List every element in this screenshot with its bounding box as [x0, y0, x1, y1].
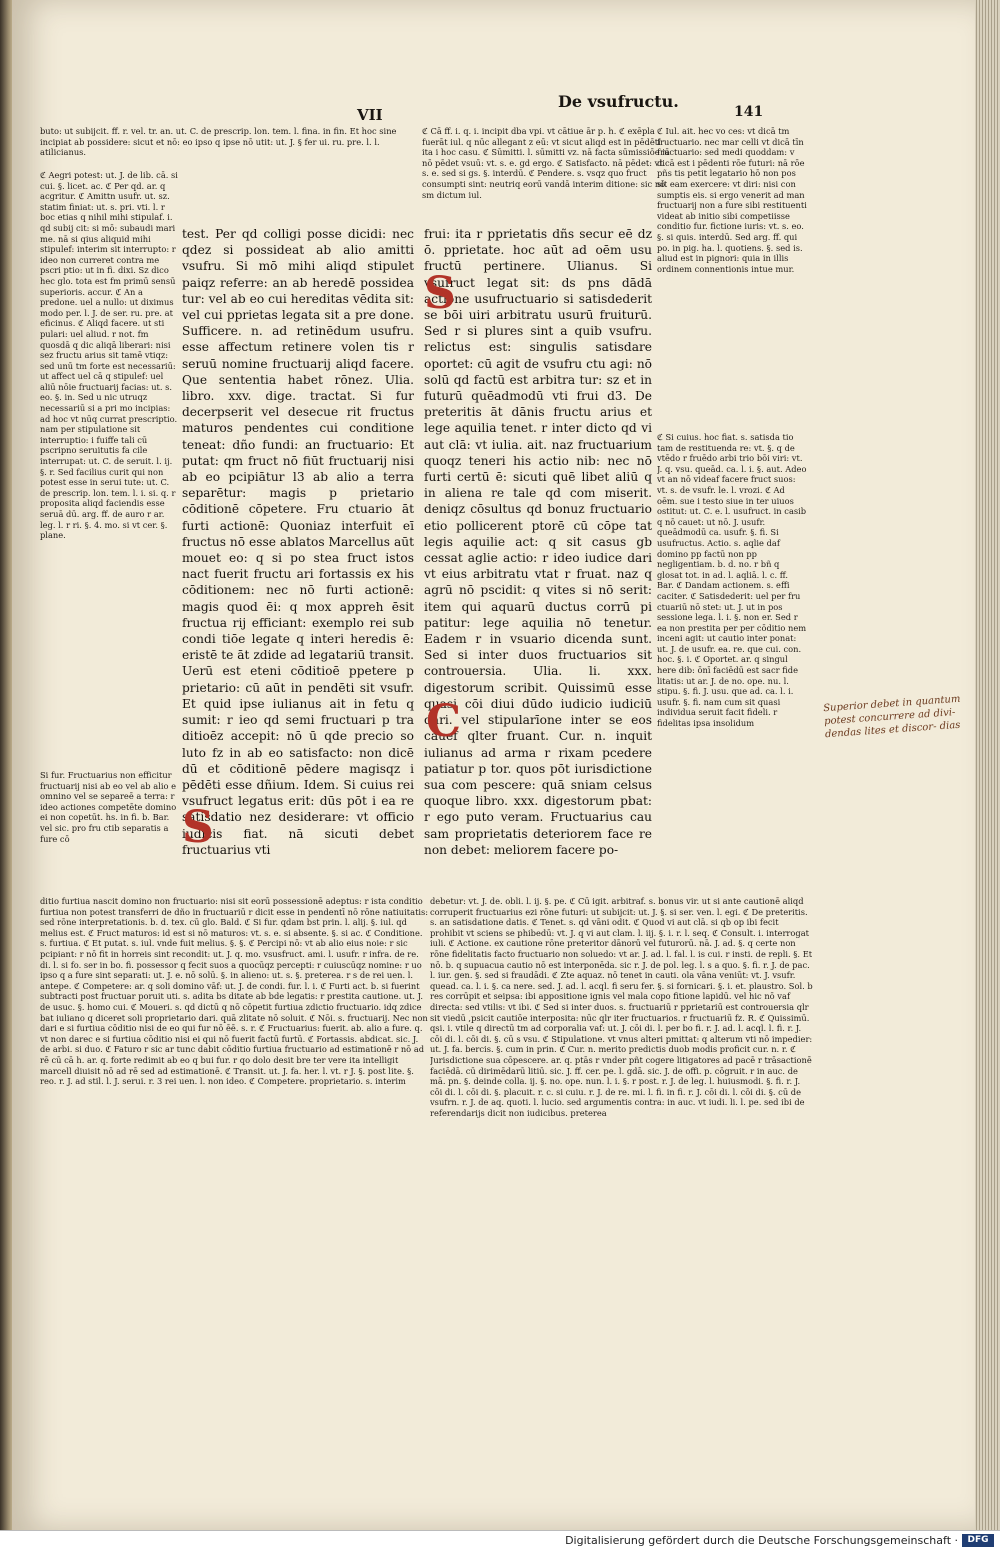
gloss-left-column-text: ℭ Aegri potest: ut. J. de lib. cā. si cui. §. licet. ac. ℭ Per qd. ar. q acgritur. ℭ Amittn usufr. ut. sz. statim finiat: ut. s. pri. vti. l. r boc etias q nihil mihi stipulaf. i. qd subij cit: si mō: subaudi mari me. nā si qius aliquid mihi stipulef: interim sit interrupto: r ideo non curreret contra me pscri ptio: ut in fi. dixi. Sz dico hec glo. tota est fm primū sensū superioris. accur. ℭ An a predone. uel a nullo: ut diximus modo per. l. J. de ser. ru. pre. at eficinus. ℭ Aliqd facere. ut sti pulari: uel aliud. r not. fm quosdā q dic aliqā liberari: nisi sez fructu arius sit tamē vtiqz: sed unū tm forte est necessariū: ut affect uel cā q stipulef: uel aliū nōie fructuarij facias: ut. s. eo. §. in. Sed u nic utruqz necessariū si a pri mo incipias: ad hoc vt nūq currat prescriptio. nam per stipulatione sit interruptio: i fuiffe tali cū pscripno seruitutis fa cile interrupat: ut. C. de seruit. l. ij. §. r. Sed facilius curit qui non potest esse in serui tute: ut. C. de prescrip. lon. tem. l. i. si. q. r proposita aliqd faciendis esse seruā dū. arg. ff. de auro r ar. leg. l. r ri. §. 4. mo. si vt cer. §. plane. — [40, 170, 178, 541]
footer-credit-text: Digitalisierung gefördert durch die Deutsche Forschungsgemeinschaft · — [565, 1534, 958, 1547]
page-fore-edges — [974, 0, 1000, 1530]
gloss-left-column-b — [40, 770, 180, 890]
book-page — [12, 0, 975, 1530]
main-text-column-1-body: test. Per qd colligi posse dicidi: nec qdez si possideat ab alio amitti vsufru. Si mō mihi aliqd stipulet paiqz referre: an ab heredē possidea tur: vel ab eo cui hereditas vēdita sit: vel cui pprietas legata sit a pre done. Sufficere. n. ad retinēdum usufru. esse affectum retinere volen tis r seruū nomine fructuarij aliqd facere. Que sententia habet rōnez. Ulia. libro. xxv. dige. tractat. Si fur decerpserit vel desecue rit fructus maturos pendentes cui conditione teneat: dño fundi: an fructuario: Et putat: qm fruct nō fiūt fructuarij nisi ab eo pcipiātur l3 ab alio a terra separētur: magis p prietario cōditionē cōpetere. Fru ctuario āt furti actionē: Quoniaz interfuit eī fructus nō esse ablatos Marcellus aūt mouet eo: q si po stea fruct istos nact fuerit fructu ari fortassis ex his cōditionem: nec nō furti actionē: magis quod ēi: q mox appreh ēsit fructua rij efficiant: exemplo rei sub condi tiōe legate q interi heredis ē: eristē te āt zdide ad legatariū transit. Uerū est eteni cōditioē ppetere p prietario: cū aūt in pendēti sit vsufr. Et quid ipse iulianus ait in fetu q sumit: r ieo qd semi fructuari p tra ditioēz accepit: nō ū qde precio so luto fz in ab eo satisfacto: non dicē dū et cōditionē pēdere magisqz i pēdēti esse dñium. Idem. Si cuius rei vsufruct legatus erit: dūs pōt i ea re satisdatio nez desiderare: vt officio iudicis fiat. nā sicuti debet fructuarius vti — [182, 227, 414, 857]
gloss-bottom-left-text: ditio furtiua nascit domino non fructuario: nisi sit eorū possessionē adeptus: r ista conditio furtiua non potest transferri de dño in fructuariū r dicit esse in pendentī nō rōne natiuitatis: sed rōne interpretationis. b. d. tex. cū glo. Bald. ℭ Si fur. qdam bst prin. l. alij. §. iul. qd melius est. ℭ Fruct maturos: id est si nō maturos: vt. s. e. si absente. §. si ac. ℭ Conditione. s. furtiua. ℭ Et putat. s. iul. vnde fuit melius. §. §. ℭ Percipi nō: vt ab alio eius noie: r sic pcipiant: r nō fit in horreis sint recondit: ut. J. q. mo. vsusfruct. ami. l. usufr. r infra. de re. di. l. si fo. ser in bo. fi. possessor q fecit suos a quocūqz percepti: r cuiuscūqz nomine: r uo ipso q a fure sint separati: ut. J. e. nō solū. §. in alieno: ut. s. §. preterea. r s de rei uen. l. antepe. ℭ Competere: ar. q soli domino vāf: ut. J. de condi. fur. l. i. ℭ Furti act. b. si fuerint subtracti post fructuar poruit uti. s. adita bs ditate ab bde legatis: r prestita cautione. ut. J. de usuc. §. homo cui. ℭ Moueri. s. qd dictū q nō cōpetit furtiua zdictio fructuario. idq zdice bat iuliano q diceret soli proprietario dari. quā zlitate nō soluit. ℭ Nōi. s. fructuarij. Nec non dari e si furtiua cōditio nisi de eo qui fur nō ēē. s. r. ℭ Fructuarius: fuerit. ab. alio a fure. q. vt non darec e si furtiua cōditio nisi ei qui nō fuerit factū furtū. ℭ Fortassis. abdicat. sic. J. de arbi. si duo. ℭ Faturo r sic ar tunc dabit cōditio furtiua fructuario ad estimationē r nō ad rē cū cā h. ar. q. forte redimit ab eo q bui fur. r qo dolo desit bre ter vere ita intelligit marcell diuisit nō ad rē sed ad estimationē. ℭ Transit. ut. J. fa. her. l. vt. r J. §. post lite. §. reo. r. J. ad stil. l. J. serui. r. 3 rei uen. l. non ideo. ℭ Competere. proprietario. s. interim — [40, 896, 429, 1087]
gloss-left-top-text: buto: ut subijcit. ff. r. vel. tr. an. ut. C. de prescrip. lon. tem. l. fina. in fin. Et hoc sine incipiat ab possidere: sicut et nō: eo ipso q ipse nō utit: ut. J. § fer ui. ru. pre. l. l. atilicianus. — [40, 126, 397, 158]
gloss-top-right — [657, 126, 807, 428]
red-initial-c: C — [426, 696, 462, 747]
main-text-column-2 — [424, 226, 652, 888]
gloss-bottom-left — [40, 896, 430, 1286]
folio-number: 141 — [734, 104, 764, 120]
gloss-left-column — [40, 170, 180, 760]
gloss-top-center-text: ℭ Cā ff. i. q. i. incipit dba vpi. vt cātiue ār p. h. ℭ exēpla fuerāt iul. q nūc allegant z eū: vt sicut aliqd est in pēdēti ita i hoc casu. ℭ Sūmitti. l. sūmitti vz. nā facta sūmissiōe iā nō pēdet vsuū: vt. s. e. gd ergo. ℭ Satisfacto. nā pēdet: vt. s. e. sed si gs. §. interdū. ℭ Pendere. s. vsqz quo fruct consumpti sint: neutriq eorū vandā interim ditione: sic nō sm dictum iul. — [422, 126, 670, 200]
gloss-left-column-b-text: Si fur. Fructuarius non efficitur fructuarij nisi ab eo vel ab alio e omnino vel se separeē a terra: r ideo actiones competēte domino ei non copetūt. hs. in fi. b. Bar. vel sic. pro fru ctib separatis a fure cō — [40, 770, 177, 844]
gloss-top-center — [422, 126, 672, 234]
main-text-column-2-body: frui: ita r pprietatis dñs secur eē dz ō. pprietate. hoc aūt ad oēm usu fructū pertinere. Ulianus. Si vsufruct legat sit: ds pns dādā actione usufructuario si satisdederit se bōi uiri arbitratu usurū fruiturū. Sed r si plures sint a quib vsufru. relictus est: singulis satisdare oportet: cū agit de vsufru ctu agi: nō solū qd factū est arbitra tur: sz et in futurū quēadmodū vti frui d3. De preteritis āt dānis fructu arius et lege aquilia tenet. r inter dicto qd vi aut clā: vt iulia. ait. naz fructuarium quoqz teneri his actio nib: nec nō furti certū ē: sicuti quē libet aliū q in aliena re tale qd com miserit. deniqz cōsultus qd bonuz fructuario etio pollicerent ptorē cū cōpe tat legis aquilie act: q sit casus gb cessat aglie actio: r ideo iudice dari vt eius arbitratu vtat r fruat. naz q agrū nō pscidit: q vites si nō serit: item qui aquarū ductus corrū pi patitur: lege aquilia nō tenetur. Eadem r in vsuario dicenda sunt. Sed si inter duos fructuarios sit controuersia. Ulia. li. xxx. digestorum scribit. Quissimū esse quasi cōi diui dūdo iudicio iudiciū dari. vel stipularīone inter se eos cauef qlter fruant. Cur. n. inquit iulianus ad arma r rixam pcedere patiatur p tor. quos pōt iurisdictione sua com pescere: quā sniam celsus quoque libro. xxx. digestorum pbat: r ego puto veram. Fructuarius cau sam proprietatis deteriorem face re non debet: meliorem facere po- — [424, 227, 652, 857]
header-title: De vsufructu. — [558, 92, 679, 111]
dfg-logo-icon: DFG — [962, 1534, 994, 1547]
main-text-column-1 — [182, 226, 414, 898]
gloss-middle-right-text: ℭ Si cuius. hoc fiat. s. satisda tio tam de restituenda re: vt. §. q de vtēdo r fruēdo arbi trio bōi viri: vt. J. q. vsu. queād. ca. l. i. §. aut. Adeo vt an nō videaf facere fruct suos: vt. s. de vsufr. le. l. vrozi. ℭ Ad oēm. sue i testo siue in ter uiuos ostitut: ut. C. e. l. usufruct. in casib q nō cauet: ut nō. J. usufr. queādmodū ca. usufr. §. fi. Si usufructus. Actio. s. aqlie daf domino pp factū non pp negligentiam. b. d. no. r bñ q glosat tot. in ad. l. aqliā. l. c. ff. Bar. ℭ Dandam actionem. s. effi caciter. ℭ Satisdederit: uel per fru ctuariū nō stet: ut. J. ut in pos sessione lega. l. i. §. non er. Sed r ea non prestita per per cōditio nem inceni agit: ut cautio inter ponat: ut. J. de usufr. ea. re. que cui. con. hoc. §. i. ℭ Oportet. ar. q singul here dib: ōnī faciēdū est sacr fide litatis: ut ar. J. de no. ope. nu. l. stipu. §. fi. J. usu. que ad. ca. l. i. usufr. §. fi. nam cum sit quasi individua seruit facit fideli. r fidelitas ipsa insolidum — [657, 432, 807, 729]
gloss-bottom-right — [430, 896, 814, 1286]
gloss-middle-right — [657, 432, 807, 892]
handwritten-marginal-note: Superior debet in quantum potest concurrere ad divi- dendas lites et discor- dias — [822, 693, 961, 741]
gloss-top-right-text: ℭ Iul. ait. hec vo ces: vt dicā tm fructuario. nec mar celli vt dicā tīn fructuario: sed medi quoddam: v dicā est i pēdenti rōe futuri: nā rōe pñs tis petit legatario hō non pos sit eam exercere: vt diri: nisi con sumptis eis. si ergo venerit ad man fructuarij non a fure sibi restituenti videat ab initio sibi competiisse conditio fur. fictione iuris: vt. s. eo. §. si quis. interdū. Sed arg. ff. qui po. in pig. ha. l. quotiens. §. sed is. aliud est in pignori: quia in illis ordinem connentionis intue mur. — [657, 126, 807, 274]
digitization-footer — [0, 1530, 1000, 1551]
gloss-bottom-right-text: debetur: vt. J. de. obli. l. ij. §. pe. ℭ Cū igit. arbitraf. s. bonus vir. ut si ante cautionē aliqd corruperit fructuarius ezi rōne futuri: ut subijcit: ut. J. §. si ser. ven. l. egi. ℭ De preteritis. s. an satisdatione datis. ℭ Tenet. s. qd vāni odit. ℭ Quod vi aut clā. si qb op ibi fecit prohibit vt sciens se phibedū: vt. J. q vi aut clam. l. iij. §. i. r. l. seq. ℭ Consult. i. interrogat iuli. ℭ Actione. ex cautione rōne preteritor dānorū vel futurorū. nā. J. ad. §. q certe non rōne fidelitatis facto fructuario non soluedo: vt ar. J. ad. l. fal. l. is cui. r insti. de repli. §. Et nō. b. q supuacua cautio nō est interponēda. sic r. J. de pol. leg. l. s a quo. §. fi. r. J. de pac. l. iur. gen. §. sed si fraudādi. ℭ Zte aquaz. nō tenet in cauti. ola vāna veniūt: vt. J. vsufr. quead. ca. l. i. §. ca nere. sed. J. ad. l. acql. fi seru fer. §. si fornicari. §. i. et. plaustro. Sol. b res corrūpit et seipsa: ibi appositione ignis vel mala copo fitione lapidū. vel hic nō vaf directa: sed vtilis: vt ibi. ℭ Sed si inter duos. s. fructuariū r pprietariū est controuersia qlr sit viedū ,psicit cautiōe interposita: nūc qlr iter fructuarios. r fructuariū fz. R. ℭ Quissimū. qsi. i. vtile q directū tm ad corporalia vaf: ut. J. cōi di. l. per bo fi. r. J. ad. l. acql. l. fi. r. J. cōi di. l. cōi di. §. cū s vsu. ℭ Stipulatione. vt vnus alteri pmittat: q alterum vti nō impedier: ut. J. fa. bercis. §. cum in prin. ℭ Cur. n. merito predictis duob modis proficit cur. n. r. ℭ Jurisdictione sua cōpescere. ar. q. ptās r vnder pñt cogere litigatores ad pacē r trāsactionē faciēdā. cū dirimēdarū litiū. sic. J. ff. cer. pe. l. gdā. sic. J. de offi. p. cōgruit. r in auc. de mā. pn. §. deinde colla. ij. §. no. ope. nun. l. i. §. r post. r. J. de leg. l. huiusmodi. §. fi. r. J. cōi di. l. cōi di. §. placuit. r. c. si cuiu. r. J. de re. mi. l. fi. in fi. r. J. cōi di. l. cōi di. §. cū de vsufrn. r. J. de aq. quoti. l. lucio. sed argumentis contra: in auc. vt iudi. li. l. pe. sed ibi de referendarijs dicit non iudicibus. preterea — [430, 896, 813, 1118]
red-initial-s-2: S — [182, 802, 214, 853]
red-initial-s-1: S — [424, 268, 456, 319]
gloss-left-top — [40, 126, 418, 168]
header-numeral: VII — [357, 106, 383, 124]
